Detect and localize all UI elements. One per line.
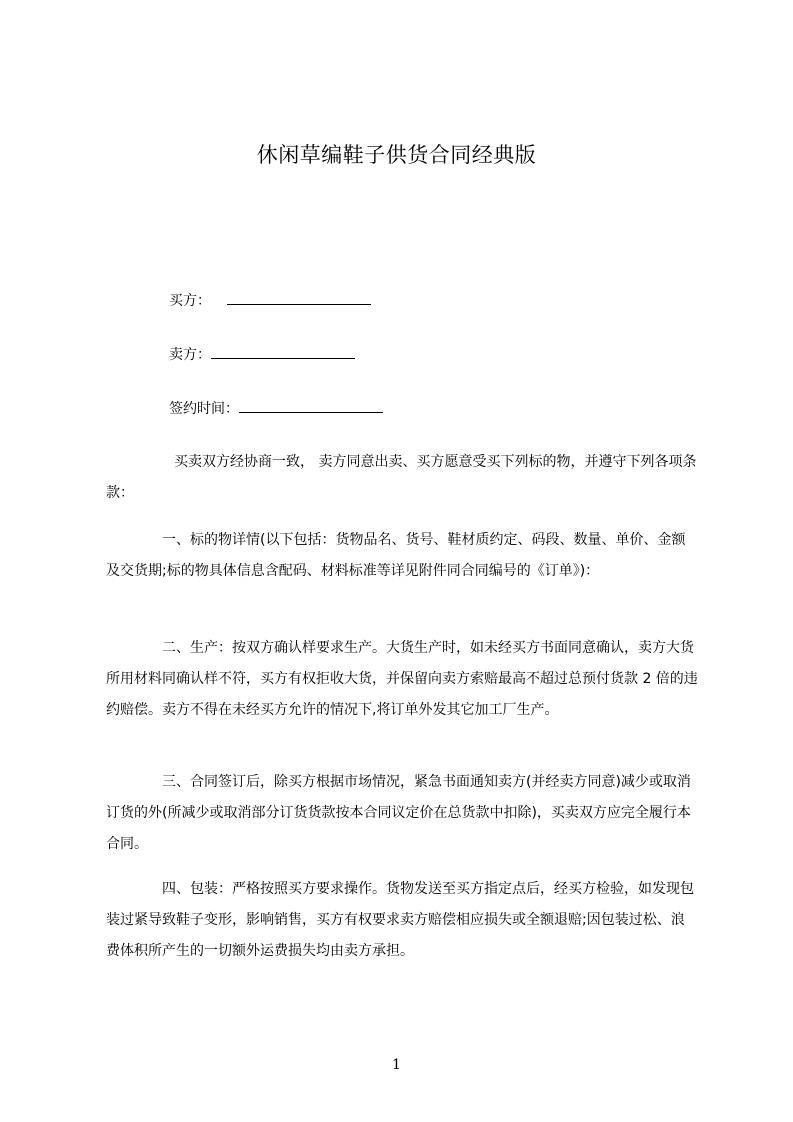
clause-3-paragraph: 三、合同签订后，除买方根据市场情况，紧急书面通知卖方(并经卖方同意)减少或取消订货的外(所减少或取消部分订货货款按本合同议定价在总货款中扣除)，买卖双方应完全履行本合同。 — [106, 774, 691, 852]
buyer-field — [169, 290, 371, 311]
seller-label: 卖方： — [169, 347, 211, 363]
buyer-blank-line — [227, 290, 371, 305]
signing-date-field — [169, 398, 383, 419]
signing-date-label: 签约时间： — [169, 401, 239, 417]
page-number: 1 — [392, 1057, 401, 1073]
buyer-label: 买方： — [169, 293, 211, 309]
document-title: 休闲草编鞋子供货合同经典版 — [256, 143, 537, 167]
signing-date-blank-line — [239, 398, 383, 413]
clause-1-paragraph: 一、标的物详情(以下包括：货物品名、货号、鞋材质约定、码段、数量、单价、金额及交货期;标的物具体信息含配码、材料标准等详见附件同合同编号的《订单》)： — [106, 532, 686, 579]
seller-field — [169, 344, 355, 365]
clause-2-paragraph: 二、生产：按双方确认样要求生产。大货生产时，如未经买方书面同意确认，卖方大货所用材料同确认样不符，买方有权拒收大货，并保留向卖方索赔最高不超过总预付货款 2 倍的违约赔偿。卖方不得在未经买方允许的情况下,将订单外发其它加工厂生产。 — [106, 640, 698, 718]
clause-4-paragraph: 四、包装：严格按照买方要求操作。货物发送至买方指定点后，经买方检验，如发现包装过紧导致鞋子变形，影响销售，买方有权要求卖方赔偿相应损失或全额退赔;因包装过松、浪费体积所产生的一切额外运费损失均由卖方承担。 — [106, 881, 694, 959]
intro-paragraph: 买卖双方经协商一致， 卖方同意出卖、买方愿意受买下列标的物，并遵守下列各项条款： — [106, 454, 697, 501]
seller-blank-line — [211, 344, 355, 359]
